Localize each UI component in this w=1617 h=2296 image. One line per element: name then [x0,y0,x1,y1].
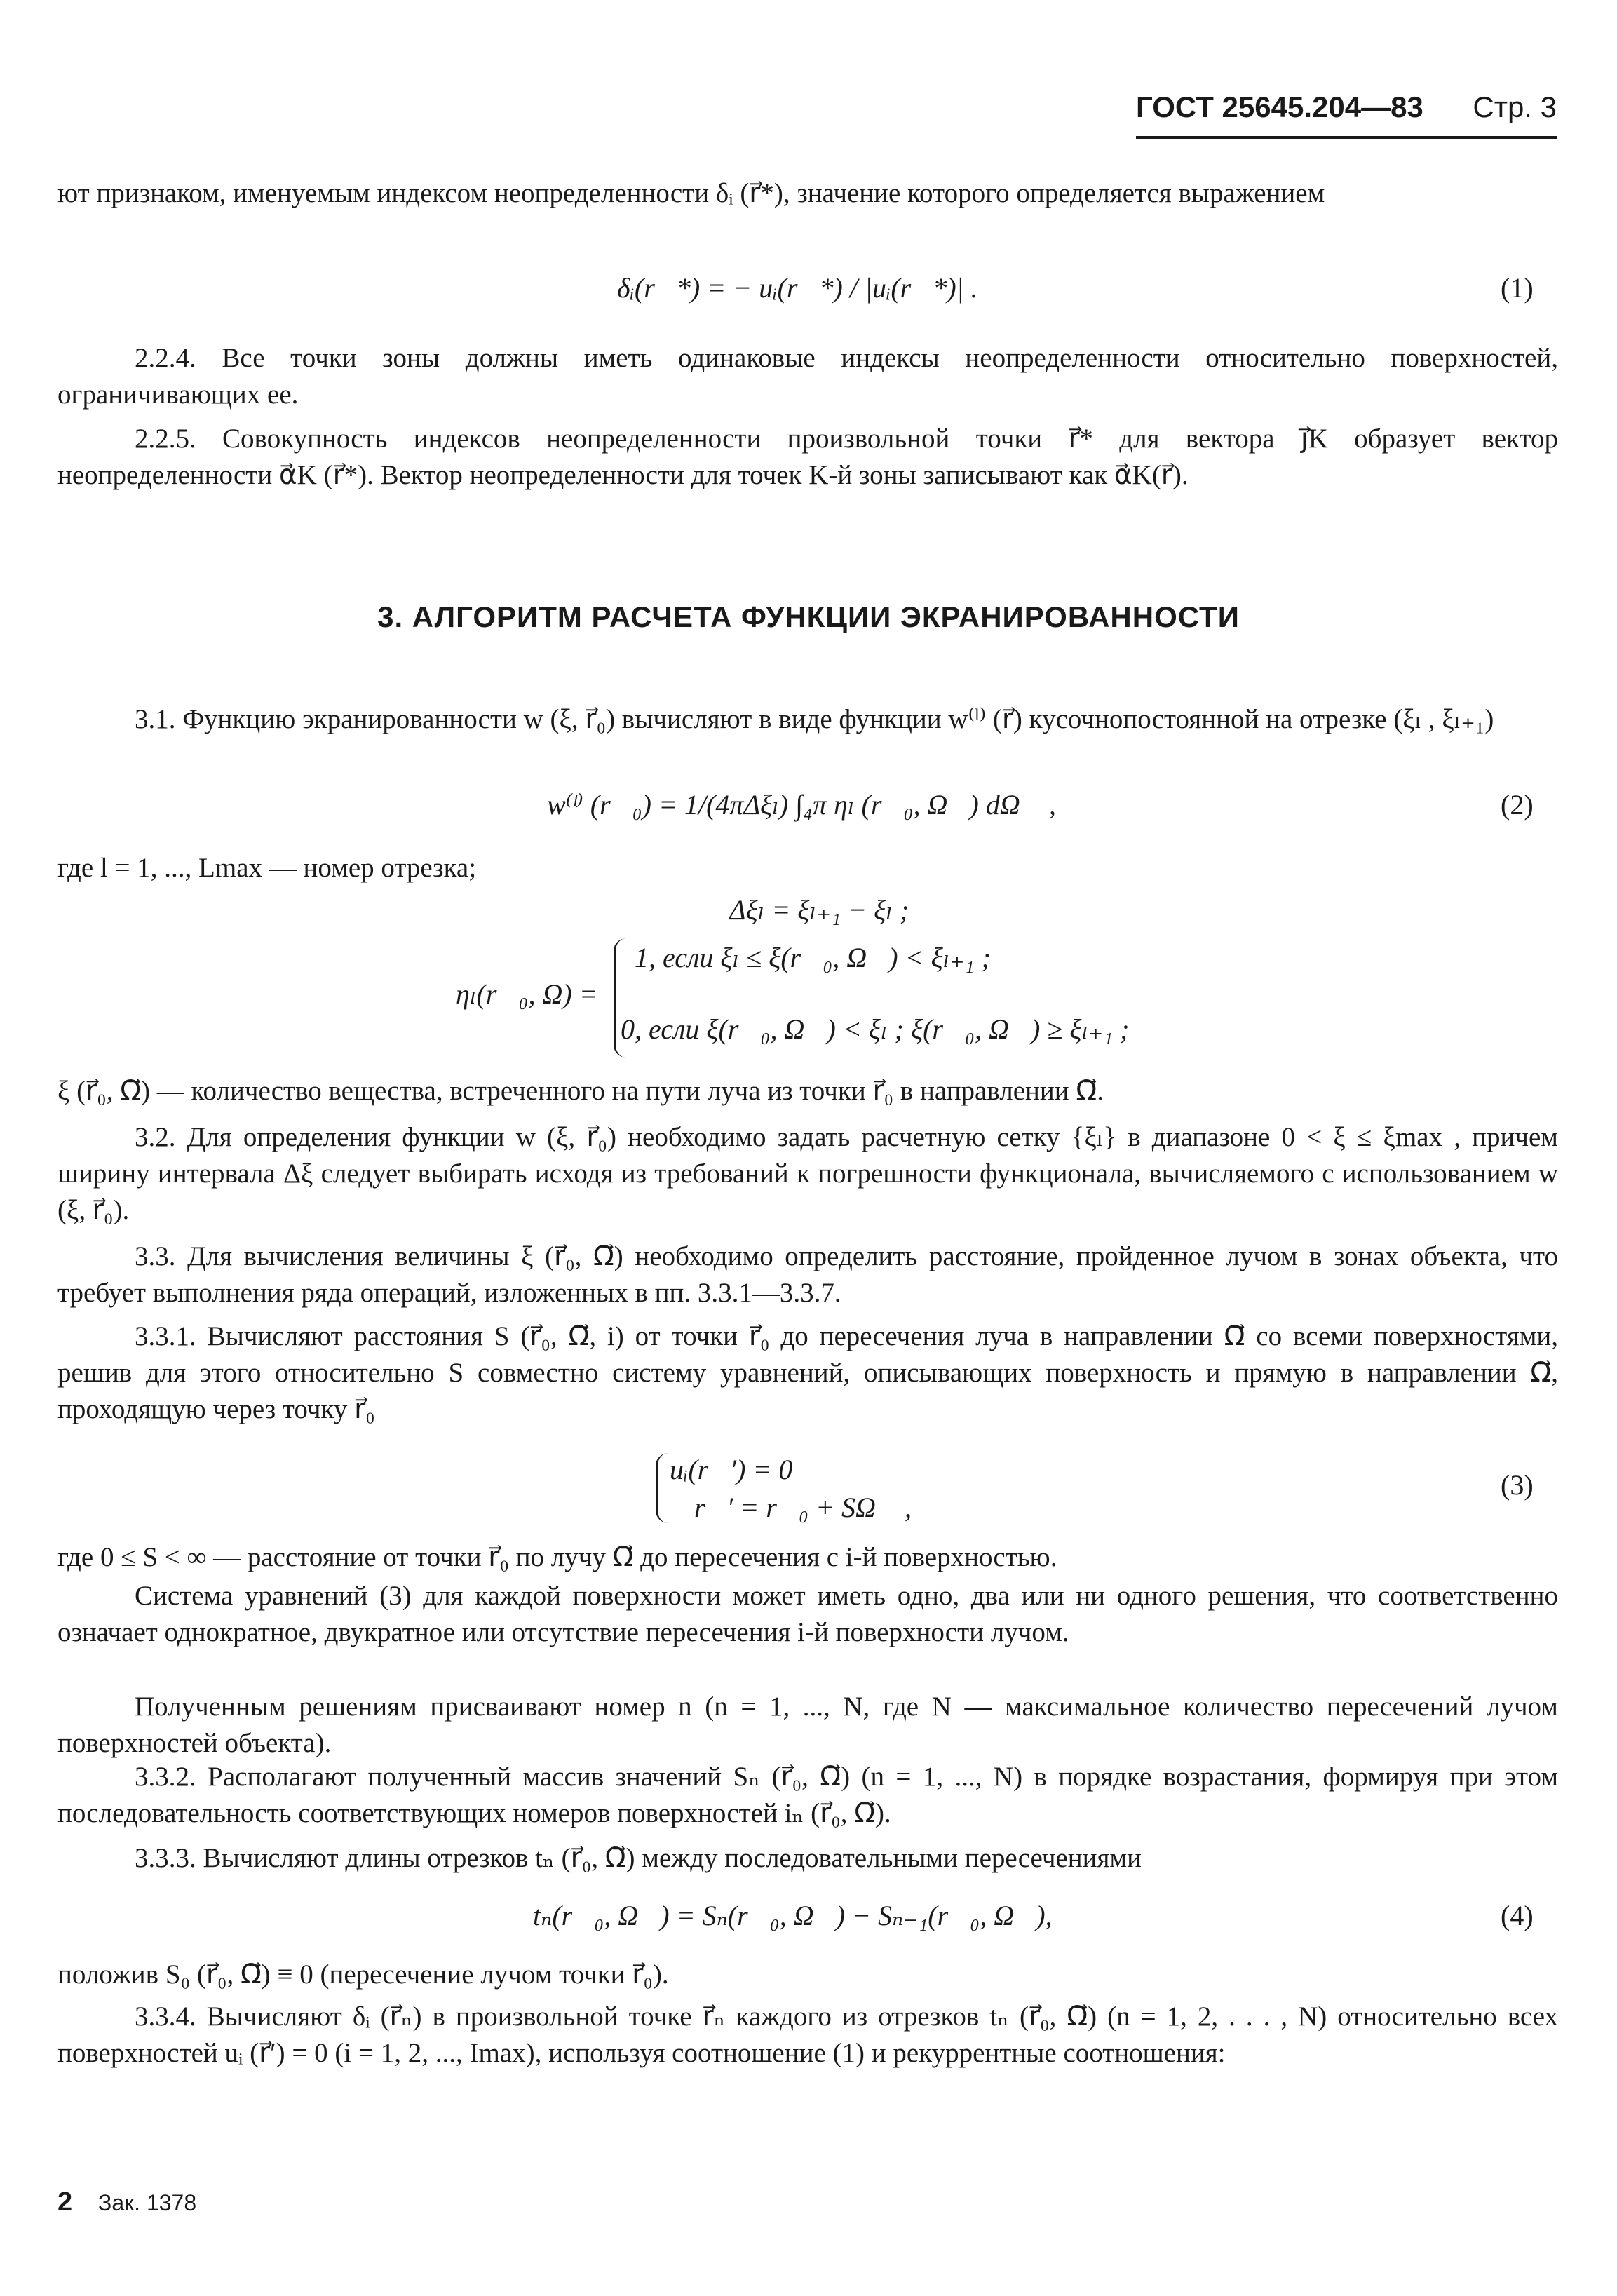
equation-2: w⁽ˡ⁾ (r⃗₀) = 1/(4πΔξₗ) ∫₄π ηₗ (r⃗₀, Ω⃗) dΩ⃗ , [547,789,1056,821]
paragraph-3-3-2: 3.3.2. Располагают полученный массив значений Sₙ (r⃗₀, Ω⃗) (n = 1, ..., N) в порядке возрастания, формируя при этом последовательность соответствующих номеров поверхностей iₙ (r⃗₀, Ω⃗). [57,1762,1558,1828]
standard-code: ГОСТ 25645.204—83 [1136,90,1423,123]
equation-3-line-1: uᵢ(r⃗′) = 0 [670,1454,793,1485]
xi-definition-text: ξ (r⃗₀, Ω⃗) — количество вещества, встреченного на пути луча из точки r⃗₀ в направлении Ω⃗. [57,1076,1104,1106]
equation-3-line-2: r⃗′ = r⃗₀ + SΩ⃗ , [694,1492,912,1523]
section-3-title: 3. АЛГОРИТМ РАСЧЕТА ФУНКЦИИ ЭКРАНИРОВАННОСТИ [377,600,1240,633]
paragraph-2-2-4: 2.2.4. Все точки зоны должны иметь одинаковые индексы неопределенности относительно поверхностей, ограничивающих ее. [57,343,1558,410]
solution-numbering [57,1689,1558,1762]
section-3-3-3 [57,1840,1558,1877]
equation-3-number: (3) [1501,1469,1534,1501]
xi-definition [57,1073,1558,1109]
s0-line [57,1957,1558,1993]
system-solutions [57,1578,1558,1651]
section-2-2-4 [57,340,1558,413]
eta-case-1: 1, если ξₗ ≤ ξ(r⃗₀, Ω⃗) < ξₗ₊₁ ; [635,942,991,973]
footer-page-number: 2 [57,2187,73,2217]
paragraph-3-3-4: 3.3.4. Вычисляют δᵢ (r⃗ₙ) в произвольной точке r⃗ₙ каждого из отрезков tₙ (r⃗₀, Ω⃗) (n = 1, 2, . . . , N) относительно всех поверхностей uᵢ (r⃗′) = 0 (i = 1, 2, ..., Imax), используя соотношение (1) и рекуррентные соотношения: [57,2001,1558,2068]
section-3-1 [57,701,1558,738]
footer-order-number: Зак. 1378 [98,2190,197,2215]
equation-2-number: (2) [1501,789,1534,821]
section-3-3-1 [57,1318,1558,1428]
solution-numbering-text: Полученным решениям присваивают номер n (n = 1, ..., N, где N — максимальное количество пересечений лучом поверхностей объекта). [57,1691,1558,1758]
equation-4-number: (4) [1501,1900,1534,1931]
where-s-line [57,1539,1558,1576]
where-s-text: где 0 ≤ S < ∞ — расстояние от точки r⃗₀ по лучу Ω⃗ до пересечения с i-й поверхностью. [57,1542,1057,1572]
delta-xi-formula: Δξₗ = ξₗ₊₁ − ξₗ ; [729,894,909,926]
section-3-2 [57,1119,1558,1229]
section-3-3 [57,1238,1558,1311]
page-header [1136,83,1557,139]
section-3-3-2 [57,1759,1558,1832]
section-2-2-5 [57,421,1558,494]
system-brace [656,1453,669,1523]
equation-1-number: (1) [1501,272,1534,304]
equation-1: δᵢ(r⃗*) = − uᵢ(r⃗*) / |uᵢ(r⃗*)| . [617,272,978,304]
page-footer [57,2187,196,2218]
eta-lhs: ηₗ(r⃗₀, Ω) = [456,978,598,1010]
where-l-text: где l = 1, ..., Lmax — номер отрезка; [57,853,477,883]
paragraph-3-3: 3.3. Для вычисления величины ξ (r⃗₀, Ω⃗) необходимо определить расстояние, пройденное лучом в зонах объекта, что требует выполнения ряда операций, изложенных в пп. 3.3.1—3.3.7. [57,1241,1558,1308]
intro-paragraph [57,175,1558,212]
paragraph-3-1: 3.1. Функцию экранированности w (ξ, r⃗₀) вычисляют в виде функции w⁽ˡ⁾ (r⃗) кусочнопостоянной на отрезке (ξₗ , ξₗ₊₁) [135,704,1494,734]
paragraph-intro: ют признаком, именуемым индексом неопределенности δᵢ (r⃗*), значение которого определяется выражением [57,178,1325,208]
paragraph-3-3-1: 3.3.1. Вычисляют расстояния S (r⃗₀, Ω⃗, i) от точки r⃗₀ до пересечения луча в направлении Ω⃗ со всеми поверхностями, решив для этого относительно S совместно систему уравнений, описывающих поверхность и прямую в направлении Ω⃗, проходящую через точку r⃗₀ [57,1321,1558,1424]
paragraph-2-2-5: 2.2.5. Совокупность индексов неопределенности произвольной точки r⃗* для вектора j⃗K образует вектор неопределенности α⃗K (r⃗*). Вектор неопределенности для точек K-й зоны записывают как α⃗K(r⃗). [57,424,1558,490]
where-l-line [57,850,1558,886]
equation-4: tₙ(r⃗₀, Ω⃗) = Sₙ(r⃗₀, Ω⃗) − Sₙ₋₁(r⃗₀, Ω⃗), [533,1900,1053,1931]
s0-text: положив S₀ (r⃗₀, Ω⃗) ≡ 0 (пересечение лучом точки r⃗₀). [57,1959,669,1990]
section-3-3-4 [57,1999,1558,2072]
paragraph-3-3-3: 3.3.3. Вычисляют длины отрезков tₙ (r⃗₀, Ω⃗) между последовательными пересечениями [135,1843,1142,1873]
page-label: Стр. 3 [1473,90,1557,123]
system-solutions-text: Система уравнений (3) для каждой поверхности может иметь одно, два или ни одного решения, что соответственно означает однократное, двукратное или отсутствие пересечения i-й поверхности лучом. [57,1581,1558,1647]
eta-case-2: 0, если ξ(r⃗₀, Ω⃗) < ξₗ ; ξ(r⃗₀, Ω⃗) ≥ ξₗ₊₁ ; [621,1013,1130,1045]
paragraph-3-2: 3.2. Для определения функции w (ξ, r⃗₀) необходимо задать расчетную сетку {ξₗ} в диапазоне 0 < ξ ≤ ξmax , причем ширину интервала Δξ следует выбирать исходя из требований к погрешности функционала, вычисляемого с использованием w (ξ, r⃗₀). [57,1122,1558,1225]
